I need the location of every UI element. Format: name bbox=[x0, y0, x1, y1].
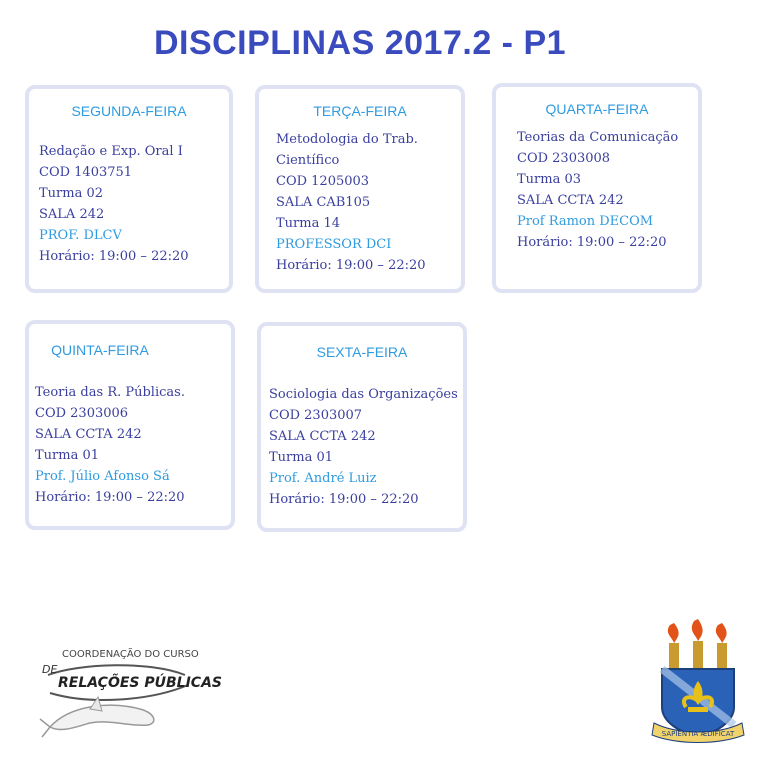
card-terca-feira bbox=[255, 85, 465, 293]
course-time: Horário: 19:00 – 22:20 bbox=[276, 258, 426, 273]
logo-line3: RELAÇÕES PÚBLICAS bbox=[58, 675, 222, 691]
logo-line1: COORDENAÇÃO DO CURSO bbox=[62, 649, 199, 660]
card-quarta-feira bbox=[492, 83, 702, 293]
card-quinta-feira bbox=[25, 320, 235, 530]
course-class: Turma 01 bbox=[35, 448, 100, 463]
course-time: Horário: 19:00 – 22:20 bbox=[517, 235, 667, 250]
course-class: Turma 14 bbox=[276, 216, 341, 231]
page-title: DISCIPLINAS 2017.2 - P1 bbox=[153, 24, 567, 62]
course-teacher: PROFESSOR DCI bbox=[276, 237, 392, 252]
course-time: Horário: 19:00 – 22:20 bbox=[39, 249, 189, 264]
day-heading: TERÇA-FEIRA bbox=[313, 103, 407, 119]
course-room: SALA CAB105 bbox=[276, 195, 371, 210]
logo-line2: DE bbox=[42, 663, 58, 676]
course-code: COD 2303007 bbox=[269, 408, 363, 423]
course-class: Turma 01 bbox=[269, 450, 334, 465]
motto: SAPIENTIA ÆDIFICAT bbox=[661, 730, 735, 738]
course-code: COD 2303006 bbox=[35, 406, 129, 421]
course-room: SALA CCTA 242 bbox=[35, 427, 142, 442]
course-time: Horário: 19:00 – 22:20 bbox=[35, 490, 185, 505]
course-code: COD 1205003 bbox=[276, 174, 370, 189]
course-code: COD 1403751 bbox=[39, 165, 133, 180]
course-class: Turma 03 bbox=[517, 172, 582, 187]
course-teacher: Prof. Júlio Afonso Sá bbox=[35, 469, 170, 484]
course-coordination-logo bbox=[30, 635, 222, 745]
course-teacher: Prof. André Luiz bbox=[269, 471, 377, 486]
course-room: SALA 242 bbox=[39, 207, 105, 222]
card-sexta-feira bbox=[257, 322, 467, 532]
course-name: Redação e Exp. Oral I bbox=[39, 144, 183, 159]
course-teacher: PROF. DLCV bbox=[39, 228, 122, 243]
course-name: Teoria das R. Públicas. bbox=[35, 385, 185, 400]
card-segunda-feira bbox=[25, 85, 233, 293]
course-teacher: Prof Ramon DECOM bbox=[517, 214, 654, 229]
course-room: SALA CCTA 242 bbox=[269, 429, 376, 444]
course-name: Teorias da Comunicação bbox=[517, 130, 679, 145]
course-name: Metodologia do Trab. bbox=[276, 132, 418, 147]
day-heading: SEGUNDA-FEIRA bbox=[71, 103, 187, 119]
course-name: Sociologia das Organizações bbox=[269, 387, 458, 402]
course-class: Turma 02 bbox=[39, 186, 104, 201]
day-heading: QUARTA-FEIRA bbox=[545, 101, 649, 117]
day-heading: QUINTA-FEIRA bbox=[51, 342, 149, 358]
course-room: SALA CCTA 242 bbox=[517, 193, 624, 208]
university-coat-of-arms bbox=[648, 615, 748, 745]
course-code: COD 2303008 bbox=[517, 151, 611, 166]
course-name-cont: Científico bbox=[276, 153, 340, 168]
course-time: Horário: 19:00 – 22:20 bbox=[269, 492, 419, 507]
day-heading: SEXTA-FEIRA bbox=[316, 344, 408, 360]
